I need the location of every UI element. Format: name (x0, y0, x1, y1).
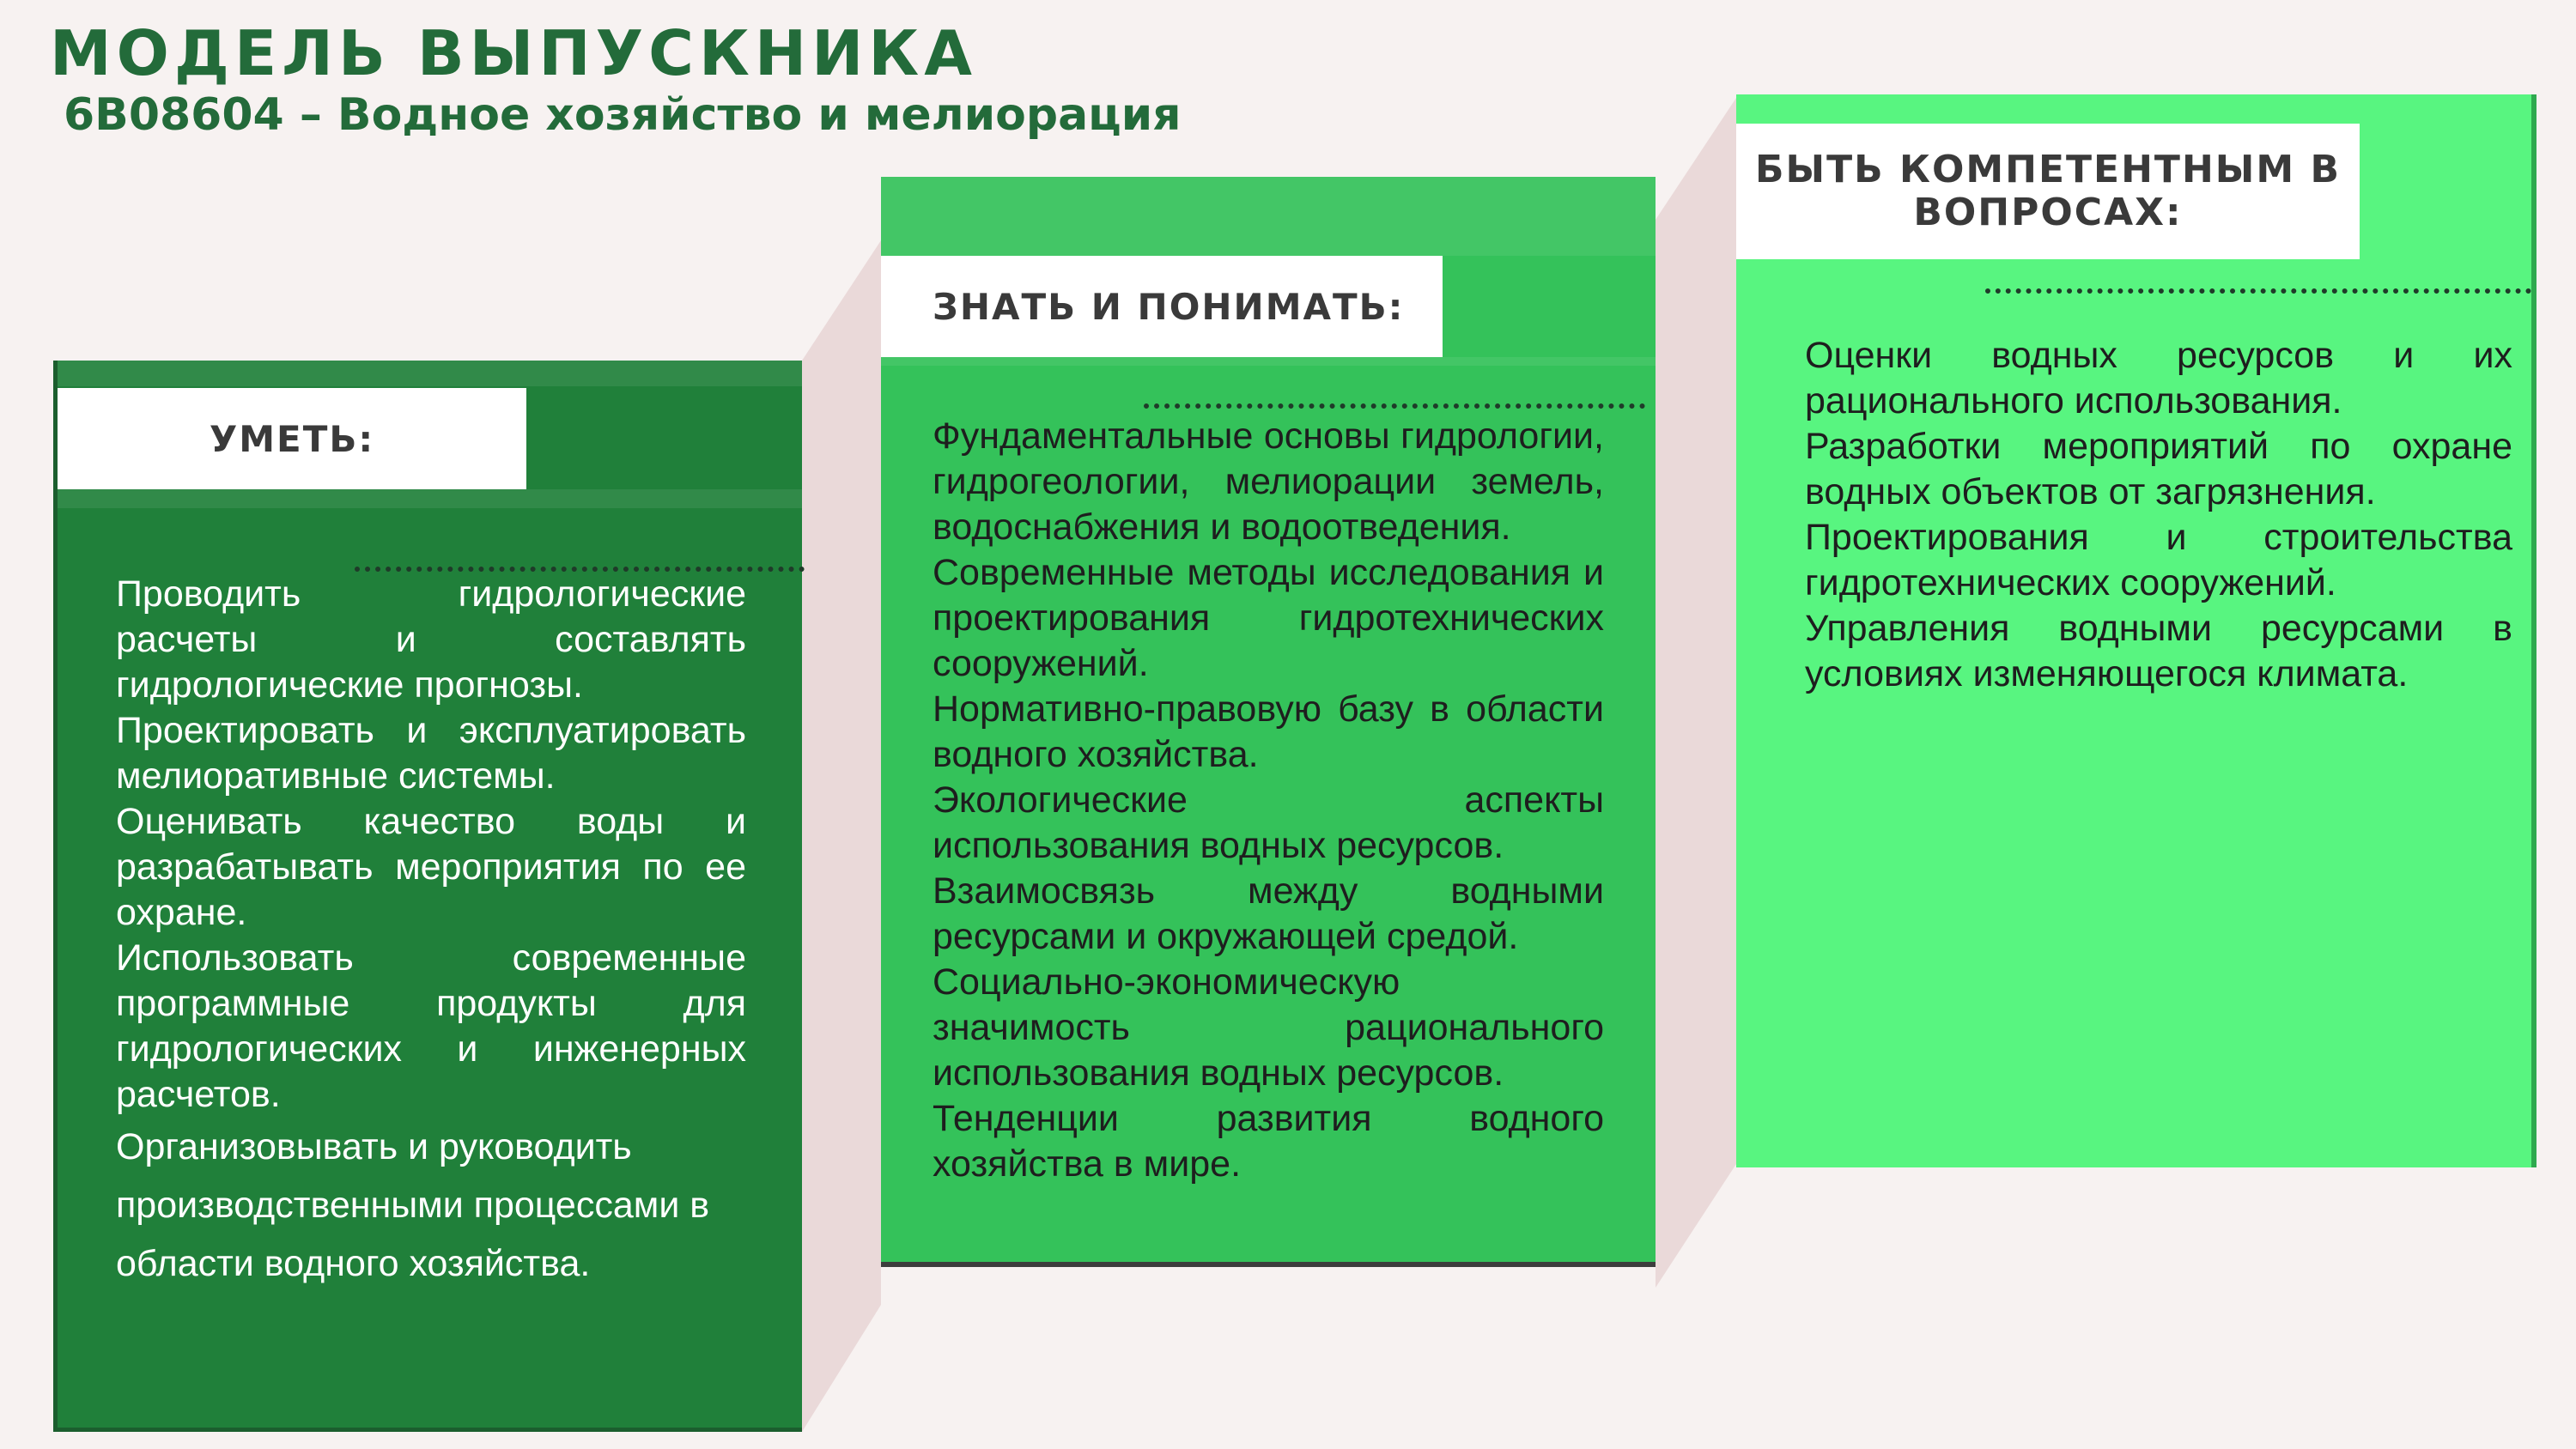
list-item: Современные методы исследования и проектирования гидротехнических сооружений. (933, 552, 1604, 684)
list-item: Организовывать и руководить производственными процессами в области водного хозяйства. (116, 1126, 710, 1284)
list-item: Оценивать качество воды и разрабатывать мероприятия по ее охране. (116, 801, 746, 933)
column-body (933, 414, 1604, 1187)
panel-stripe (58, 489, 802, 508)
page-title: МОДЕЛЬ ВЫПУСКНИКА (50, 17, 977, 89)
list-item: Оценки водных ресурсов и их рационального использования. (1805, 335, 2512, 421)
column-body (116, 572, 746, 1293)
page-subtitle: 6В08604 – Водное хозяйство и мелиорация (64, 89, 1182, 141)
dotted-separator (1144, 403, 1645, 409)
list-item: Экологические аспекты использования водных ресурсов. (933, 779, 1604, 866)
column-heading: ЗНАТЬ И ПОНИМАТЬ: (881, 256, 1443, 357)
column-heading: БЫТЬ КОМПЕТЕНТНЫМ В ВОПРОСАХ: (1736, 124, 2360, 259)
list-item: Нормативно-правовую базу в области водного хозяйства. (933, 688, 1604, 775)
dotted-separator (1985, 288, 2531, 294)
list-item: Фундаментальные основы гидрологии, гидрогеологии, мелиорации земель, водоснабжения и водоотведения. (933, 415, 1604, 548)
panel-stripe (881, 357, 1656, 366)
list-item: Проектирования и строительства гидротехнических сооружений. (1805, 517, 2512, 603)
list-item: Проектировать и эксплуатировать мелиоративные системы. (116, 710, 746, 797)
column-competence (1736, 94, 2537, 1167)
column-knowledge (881, 177, 1656, 1267)
panel-stripe (58, 361, 802, 386)
list-item: Тенденции развития водного хозяйства в мире. (933, 1098, 1604, 1185)
list-item: Социально-экономическую значимость рационального использования водных ресурсов. (933, 961, 1604, 1094)
list-item: Управления водными ресурсами в условиях изменяющегося климата. (1805, 608, 2512, 694)
list-item: Взаимосвязь между водными ресурсами и окружающей средой. (933, 870, 1604, 957)
column-body (1805, 333, 2512, 697)
list-item: Проводить гидрологические расчеты и составлять гидрологические прогнозы. (116, 573, 746, 706)
fold-connector-2 (1656, 98, 1736, 1288)
list-item: Разработки мероприятий по охране водных объектов от загрязнения. (1805, 426, 2512, 512)
panel-stripe (881, 177, 1656, 256)
column-skills (53, 361, 802, 1432)
column-heading: УМЕТЬ: (58, 388, 526, 489)
fold-connector-1 (802, 240, 881, 1432)
list-item: Использовать современные программные продукты для гидрологических и инженерных расчетов. (116, 937, 746, 1115)
